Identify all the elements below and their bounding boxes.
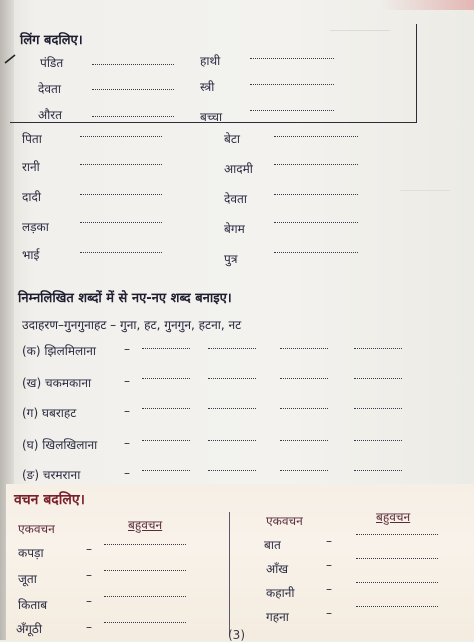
answer-blank[interactable] xyxy=(80,222,162,223)
word-right: बात xyxy=(264,538,281,552)
answer-blank[interactable] xyxy=(92,64,174,65)
word-right: बेटा xyxy=(224,132,241,146)
answer-blank[interactable] xyxy=(274,136,358,137)
answer-blank[interactable] xyxy=(354,470,402,471)
answer-blank[interactable] xyxy=(208,440,256,441)
dash: – xyxy=(124,466,130,480)
answer-blank[interactable] xyxy=(274,164,358,165)
answer-blank[interactable] xyxy=(280,378,328,379)
answer-blank[interactable] xyxy=(274,194,358,195)
show-through-mark xyxy=(400,190,450,191)
answer-blank[interactable] xyxy=(208,408,256,409)
word-right: बेगम xyxy=(224,222,245,236)
answer-blank[interactable] xyxy=(280,470,328,471)
dash: – xyxy=(86,594,92,608)
answer-blank[interactable] xyxy=(80,194,162,195)
answer-blank[interactable] xyxy=(356,534,438,535)
dash: – xyxy=(326,582,332,596)
word-left: रानी xyxy=(22,160,40,174)
word-left: औरत xyxy=(38,108,63,122)
answer-blank[interactable] xyxy=(104,544,186,545)
word-left: किताब xyxy=(18,598,48,612)
word-right: आँख xyxy=(266,562,289,576)
word-item: (ग) घबराहट xyxy=(22,406,77,420)
word-item: (क) झिलमिलाना xyxy=(22,344,97,358)
dash: – xyxy=(326,558,332,572)
dash: – xyxy=(124,436,130,450)
page-number: (3) xyxy=(228,628,245,642)
answer-blank[interactable] xyxy=(354,378,402,379)
answer-blank[interactable] xyxy=(80,164,162,165)
answer-blank[interactable] xyxy=(142,440,190,441)
word-right: बच्चा xyxy=(200,110,223,124)
example-line: उदाहरण–गुनगुनाहट – गुना, हट, गुनगुन, हटना, नट xyxy=(22,318,242,332)
answer-blank[interactable] xyxy=(354,408,402,409)
word-left: दादी xyxy=(22,190,41,204)
word-left: पिता xyxy=(22,132,42,146)
page-edge-tint xyxy=(380,0,474,10)
dash: – xyxy=(124,374,130,388)
word-item: (घ) खिलखिलाना xyxy=(22,438,98,452)
word-formation-heading: निम्नलिखित शब्दों में से नए-नए शब्द बनाइए। xyxy=(18,291,232,306)
dash: – xyxy=(86,542,92,556)
dash: – xyxy=(326,606,332,620)
word-left: देवता xyxy=(38,82,61,96)
column-divider xyxy=(229,512,230,636)
answer-blank[interactable] xyxy=(142,408,190,409)
answer-blank[interactable] xyxy=(92,89,174,90)
dash: – xyxy=(86,568,92,582)
word-item: (ङ) चरमराना xyxy=(22,468,81,482)
singular-header-right: एकवचन xyxy=(266,514,303,528)
answer-blank[interactable] xyxy=(250,84,334,85)
gender-heading: लिंग बदलिए। xyxy=(20,33,83,48)
answer-blank[interactable] xyxy=(250,110,334,111)
word-left: भाई xyxy=(22,248,40,262)
answer-blank[interactable] xyxy=(80,252,162,253)
answer-blank[interactable] xyxy=(354,440,402,441)
word-left: जूता xyxy=(18,572,37,586)
answer-blank[interactable] xyxy=(80,136,162,137)
word-right: कहानी xyxy=(266,586,295,600)
answer-blank[interactable] xyxy=(208,378,256,379)
answer-blank[interactable] xyxy=(104,570,186,571)
answer-blank[interactable] xyxy=(208,348,256,349)
answer-blank[interactable] xyxy=(104,596,186,597)
answer-blank[interactable] xyxy=(250,58,334,59)
answer-blank[interactable] xyxy=(92,116,174,117)
answer-blank[interactable] xyxy=(274,252,358,253)
word-left: लड़का xyxy=(22,220,49,234)
dash: – xyxy=(124,404,130,418)
singular-header-left: एकवचन xyxy=(18,522,55,536)
answer-blank[interactable] xyxy=(280,348,328,349)
dash: – xyxy=(326,534,332,548)
plural-header-right: बहुवचन xyxy=(376,510,411,524)
word-right: हाथी xyxy=(200,54,221,68)
answer-blank[interactable] xyxy=(208,470,256,471)
answer-blank[interactable] xyxy=(104,622,186,623)
number-heading: वचन बदलिए। xyxy=(14,492,85,508)
word-right: आदमी xyxy=(224,162,253,176)
word-left: कपड़ा xyxy=(18,546,44,560)
answer-blank[interactable] xyxy=(356,606,438,607)
word-right: स्त्री xyxy=(200,80,215,94)
answer-blank[interactable] xyxy=(356,558,438,559)
dash: – xyxy=(124,342,130,356)
answer-blank[interactable] xyxy=(142,470,190,471)
plural-header-left: बहुवचन xyxy=(128,518,163,532)
word-left: अँगूठी xyxy=(16,622,43,636)
answer-blank[interactable] xyxy=(280,440,328,441)
answer-blank[interactable] xyxy=(142,378,190,379)
word-right: गहना xyxy=(266,610,289,624)
word-right: देवता xyxy=(224,192,247,206)
dash: – xyxy=(86,620,92,634)
answer-blank[interactable] xyxy=(274,222,358,223)
answer-blank[interactable] xyxy=(142,348,190,349)
answer-blank[interactable] xyxy=(354,348,402,349)
word-right: पुत्र xyxy=(224,252,238,266)
answer-blank[interactable] xyxy=(280,408,328,409)
pencil-mark-icon xyxy=(4,54,16,64)
word-left: पंडित xyxy=(40,56,64,70)
answer-blank[interactable] xyxy=(356,582,438,583)
word-item: (ख) चकमकाना xyxy=(22,376,92,390)
